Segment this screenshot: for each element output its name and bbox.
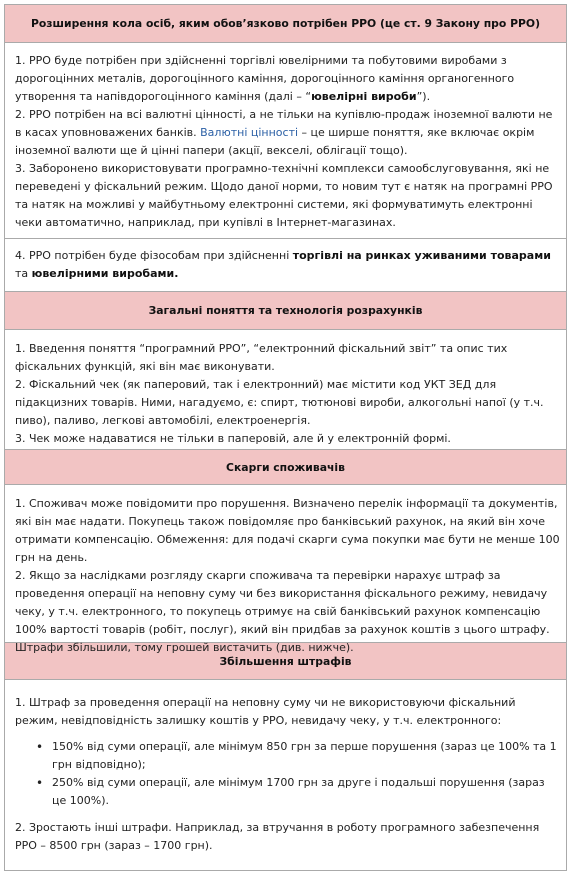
bold-text: ювелірними виробами. [31,267,179,280]
paragraph [15,106,560,160]
currency-values-link[interactable]: Валютні цінності [200,126,299,139]
paragraph-text: ”). [416,90,431,103]
paragraph: 2. Зростають інші штрафи. Наприклад, за втручання в роботу програмного забезпечення РРО – 8500 грн (зараз – 1700 грн). [15,821,540,852]
paragraph: 3. Заборонено використовувати програмно-технічні комплекси самообслуговування, які не переведені у фіскальний режим. Щодо даної норми, то новим тут є натяк на програмні РРО та натяк на можливі у майбутньому електронні системи, які формуватимуть електронні чеки автоматично, наприклад, при купівлі в Інтернет-магазинах. [15,162,553,229]
section-title: Розширення кола осіб, яким обов’язково потрібен РРО (це ст. 9 Закону про РРО) [30,17,541,30]
bold-text: торгівлі на ринках уживаними товарами [292,249,551,262]
paragraph-text: 1. РРО буде потрібен при здійсненні торгівлі ювелірними та побутовими виробами з дорогоцінних металів, дорогоцінного каміння, дорогоцінного каміння органогенного утворення та напівдорогоцінного каміння (далі – “ [15,54,515,103]
paragraph: 1. Штраф за проведення операції на неповну суму чи не використовуючи фіскальний режим, невідповідність залишку коштів у РРО, невидачу чеку, у т.ч. електронного: [15,696,516,727]
section-header [5,450,566,485]
bullet-list [15,738,560,810]
list-item: • 150% від суми операції, але мінімум 850 грн за перше порушення (зараз це 100% та 1 грн відповідно); [52,738,560,774]
list-item: • 250% від суми операції, але мінімум 1700 грн за друге і подальші порушення (зараз це 100%). [52,774,560,810]
paragraph [15,52,560,106]
paragraph-text: 4. РРО потрібен буде фізособам при здійсненні [15,249,293,262]
section-header [5,292,566,330]
section-body [5,239,566,292]
paragraph-text: та [15,267,32,280]
paragraph: 2. Якщо за наслідками розгляду скарги споживача та перевірки нарахує штраф за проведення операції на неповну суму чи без використання фіскального режиму, невидачу чеку, у т.ч. електронного, то покупець отримує на свій банківський рахунок компенсацію 100% вартості товарів (робіт, послуг), який він придбав за рахунок коштів з цього штрафу. Штрафи збільшили, тому грошей вистачить (див. нижче). [15,569,550,654]
section-body [5,485,566,654]
section-body [5,680,566,871]
paragraph: 1. Введення поняття “програмний РРО”, “електронний фіскальний звіт” та опис тих фіскальних функцій, які він має виконувати. [15,342,508,373]
paragraph: 3. Чек може надаватися не тільки в паперовій, але й у електронній формі. [15,432,451,445]
section-title: Скарги споживачів [226,460,345,474]
section-body [5,43,566,239]
paragraph-text: – це ширше поняття, яке включає окрім іноземної валюти ще й цінні папери (акції, векселі, облігації тощо). [15,126,535,157]
paragraph [15,247,560,283]
info-table [4,4,567,871]
section-body [5,330,566,450]
paragraph: 2. Фіскальний чек (як паперовий, так і електронний) має містити код УКТ ЗЕД для підакцизних товарів. Ними, нагадуємо, є: спирт, тютюнові вироби, алкогольні напої (у т.ч. пиво), паливо, легкові автомобілі, електроенергія. [15,378,544,427]
paragraph-text: 2. РРО потрібен на всі валютні цінності, а не тільки на купівлю-продаж іноземної валюти не в касах уповноважених банків. [15,108,553,139]
paragraph: 1. Споживач може повідомити про порушення. Визначено перелік інформації та документів, які він має надати. Покупець також повідомляє про банківський рахунок, на який він хоче отримати компенсацію. Обмеження: для подачі скарги сума покупки має бути не менше 100 грн на день. [15,497,560,564]
section-title: Збільшення штрафів [219,654,352,668]
bold-text: ювелірні вироби [311,90,417,103]
section-title: Загальні поняття та технологія розрахунків [148,304,423,317]
section-header [5,5,566,43]
